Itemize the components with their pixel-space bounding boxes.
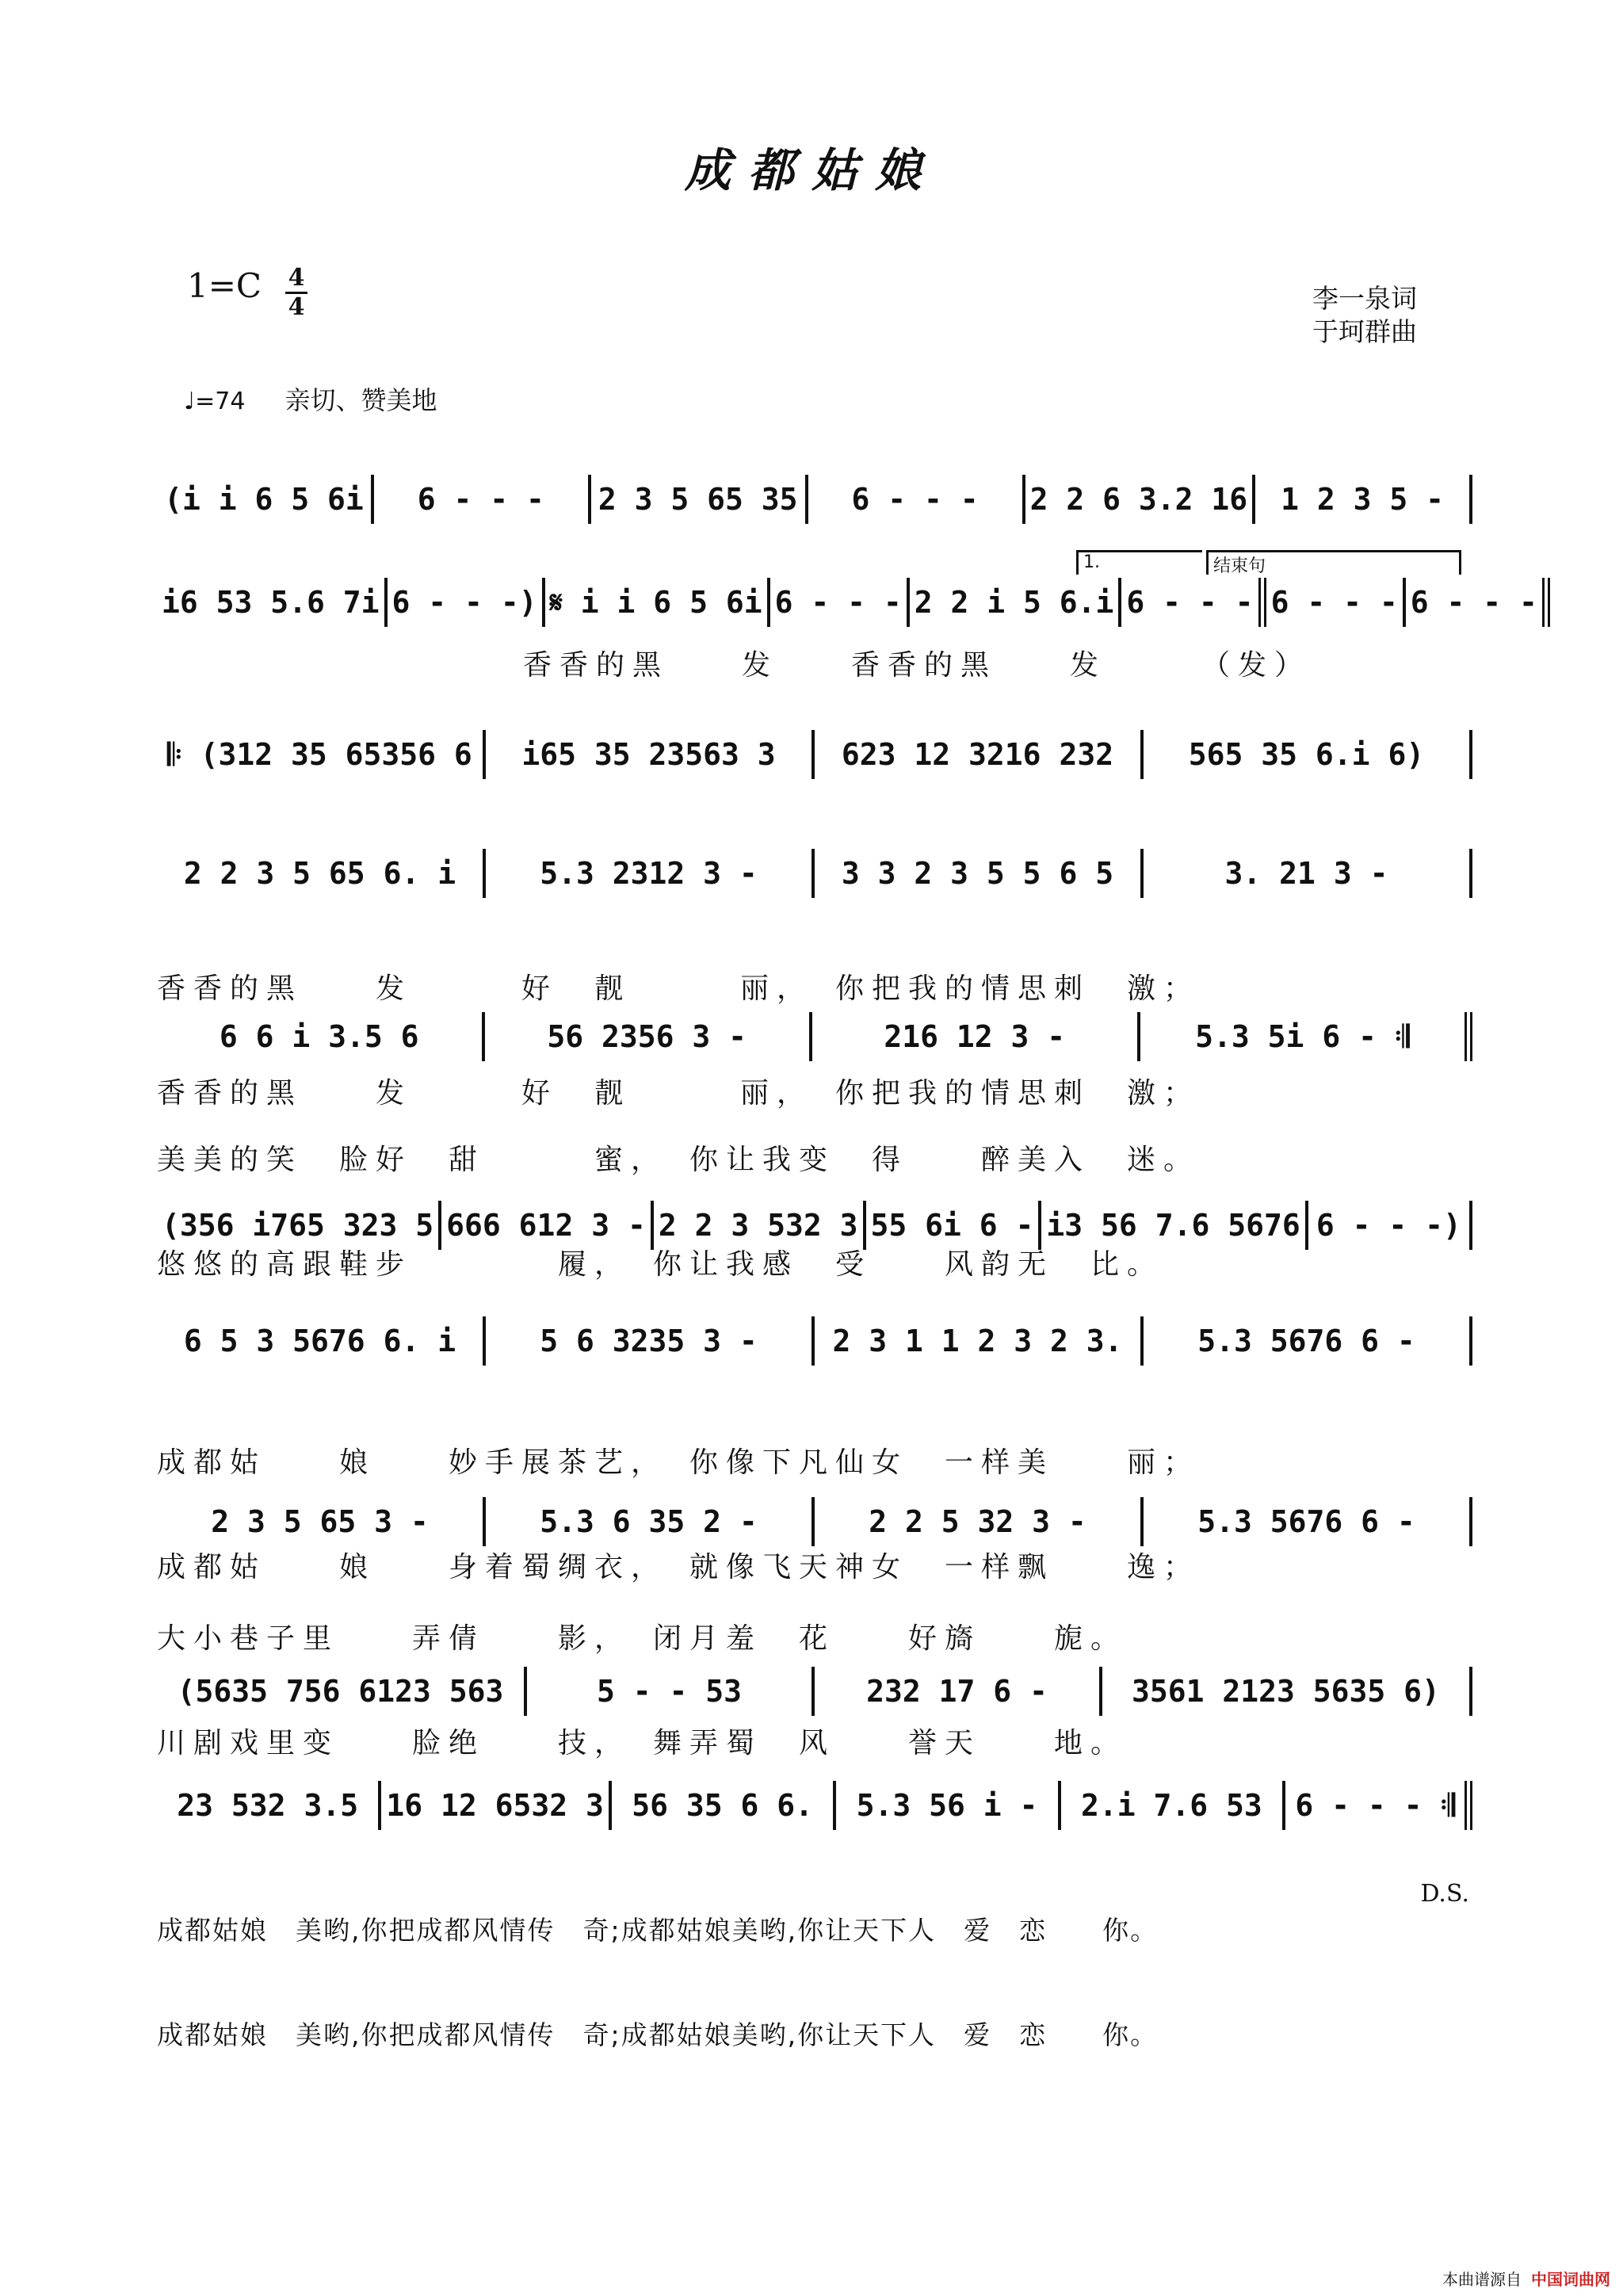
measure-repeat-start: 𝄆 (312 35 65356 6 bbox=[157, 730, 486, 779]
measure: 6 - - - bbox=[1266, 578, 1406, 627]
volta-ending-phrase: 结束句 bbox=[1206, 550, 1461, 575]
lyric-verse-2: 成都姑 娘 身着蜀绸衣， 就像飞天神女 一样飘 逸； bbox=[157, 1551, 1201, 1584]
measure: (5635 756 6123 563 bbox=[157, 1667, 527, 1716]
measure: 2 2 6 3.2 16 bbox=[1025, 475, 1256, 524]
stave-3 bbox=[157, 729, 1472, 812]
lyric-verse-2: 香香的黑 发 好 靓 丽， 你把我的情思刺 激； bbox=[157, 1077, 1201, 1110]
time-sig-bottom: 4 bbox=[288, 293, 305, 321]
measure: 5 6 3235 3 - bbox=[486, 1316, 815, 1366]
measure: 3 3 2 3 5 5 6 5 bbox=[815, 849, 1144, 898]
source-footer bbox=[1442, 2267, 1610, 2290]
measure: 23 532 3.5 bbox=[157, 1781, 381, 1830]
measure: 565 35 6.i 6) bbox=[1144, 730, 1472, 779]
time-sig-top: 4 bbox=[288, 264, 305, 292]
measure: 2 3 5 65 35 bbox=[591, 475, 808, 524]
measure: 56 2356 3 - bbox=[485, 1012, 813, 1061]
measure: 2 2 5 32 3 - bbox=[815, 1497, 1144, 1546]
measure: 2 2 3 532 3 bbox=[654, 1201, 866, 1250]
lyric-block bbox=[157, 1843, 1472, 2088]
lyric-verse-1: 香香的黑 发 好 靓 丽， 你把我的情思刺 激； bbox=[157, 972, 1201, 1005]
measure: 56 35 6 6. bbox=[612, 1781, 836, 1830]
stave-1 bbox=[157, 474, 1472, 556]
measure: 6 5 3 5676 6. i bbox=[157, 1316, 486, 1366]
credits bbox=[1312, 282, 1417, 349]
footer-text: 本曲谱源自 bbox=[1442, 2270, 1522, 2289]
measure-segno: 𝄋 i i 6 5 6i bbox=[545, 578, 770, 627]
measure: 623 12 3216 232 bbox=[815, 730, 1144, 779]
measure: 6 - - - bbox=[770, 578, 910, 627]
measure: 5.3 6 35 2 - bbox=[486, 1497, 815, 1546]
lyric-verse-2: 川剧戏里变 脸绝 技， 舞弄蜀 风 誉天 地。 bbox=[157, 1727, 1128, 1759]
measure: 3. 21 3 - bbox=[1144, 849, 1472, 898]
stave-6 bbox=[157, 1200, 1472, 1282]
measure: 2 2 3 5 65 6. i bbox=[157, 849, 486, 898]
measure: i3 56 7.6 5676 bbox=[1041, 1201, 1308, 1250]
measure: i6 53 5.6 7i bbox=[157, 578, 388, 627]
measure: 6 - - - bbox=[1121, 578, 1266, 627]
measure: 6 - - -) bbox=[388, 578, 545, 627]
measure: 666 612 3 - bbox=[441, 1201, 654, 1250]
measure: 6 6 i 3.5 6 bbox=[157, 1012, 485, 1061]
lyric-verse-1: 大小巷子里 弄倩 影， 闭月羞 花 好旖 旎。 bbox=[157, 1622, 1128, 1655]
measure: 5.3 2312 3 - bbox=[486, 849, 815, 898]
measure: 55 6i 6 - bbox=[866, 1201, 1042, 1250]
measure-repeat-end: 6 - - - 𝄇 bbox=[1285, 1781, 1472, 1830]
measure: 232 17 6 - bbox=[815, 1667, 1102, 1716]
mood-text: 亲切、赞美地 bbox=[285, 385, 437, 415]
tempo-value: ♩=74 bbox=[184, 388, 246, 415]
measure: 2.i 7.6 53 bbox=[1061, 1781, 1285, 1830]
lyric-verse-1: 美美的笑 脸好 甜 蜜， 你让我变 得 醉美入 迷。 bbox=[157, 1144, 1201, 1176]
measure: 5 - - 53 bbox=[527, 1667, 815, 1716]
measure: 2 3 1 1 2 3 2 3. bbox=[815, 1316, 1144, 1366]
measure: 216 12 3 - bbox=[812, 1012, 1140, 1061]
footer-site: 中国词曲网 bbox=[1531, 2270, 1610, 2289]
lyric-verse-2: 成都姑娘 美哟,你把成都风情传 奇;成都姑娘美哟,你让天下人 爱 恋 你。 bbox=[157, 2019, 1159, 2050]
measure: 6 - - - bbox=[808, 475, 1025, 524]
lyric-verse-1: 成都姑娘 美哟,你把成都风情传 奇;成都姑娘美哟,你让天下人 爱 恋 你。 bbox=[157, 1915, 1159, 1946]
measure: i65 35 23563 3 bbox=[486, 730, 815, 779]
measure-final: 6 - - - bbox=[1406, 578, 1550, 627]
measure: 5.3 5676 6 - bbox=[1144, 1316, 1472, 1366]
volta-first-ending: 1. bbox=[1076, 550, 1202, 575]
measure: 3561 2123 5635 6) bbox=[1102, 1667, 1472, 1716]
measure: 6 - - - bbox=[374, 475, 591, 524]
measure: 2 3 5 65 3 - bbox=[157, 1497, 486, 1546]
dal-segno-marking: D.S. bbox=[1420, 1880, 1469, 1908]
measure: (i i 6 5 6i bbox=[157, 475, 374, 524]
time-signature bbox=[282, 265, 311, 321]
measure: (356 i765 323 5 bbox=[157, 1201, 441, 1250]
measure: 5.3 5676 6 - bbox=[1144, 1497, 1472, 1546]
measure: 1 2 3 5 - bbox=[1255, 475, 1472, 524]
measure: 16 12 6532 3 bbox=[381, 1781, 612, 1830]
lyric-verse-2: 悠悠的高跟鞋步 履， 你让我感 受 风韵无 比。 bbox=[157, 1248, 1164, 1281]
measure: 5.3 56 i - bbox=[836, 1781, 1060, 1830]
measure: 2 2 i 5 6.i bbox=[910, 578, 1122, 627]
lyricist: 李一泉词 bbox=[1312, 283, 1417, 314]
lyric-line: 香香的黑 发 香香的黑 发 （发） bbox=[523, 649, 1312, 682]
key-signature: 1=C bbox=[187, 266, 262, 305]
tempo-marking bbox=[184, 380, 437, 417]
composer: 于珂群曲 bbox=[1312, 316, 1417, 347]
song-title: 成都姑娘 bbox=[684, 143, 938, 197]
stave-9 bbox=[157, 1666, 1472, 1748]
stave-2 bbox=[157, 577, 1537, 659]
measure: 6 - - -) bbox=[1308, 1201, 1472, 1250]
measure-repeat-end: 5.3 5i 6 - 𝄇 bbox=[1140, 1012, 1473, 1061]
lyric-verse-1: 成都姑 娘 妙手展茶艺， 你像下凡仙女 一样美 丽； bbox=[157, 1446, 1201, 1479]
